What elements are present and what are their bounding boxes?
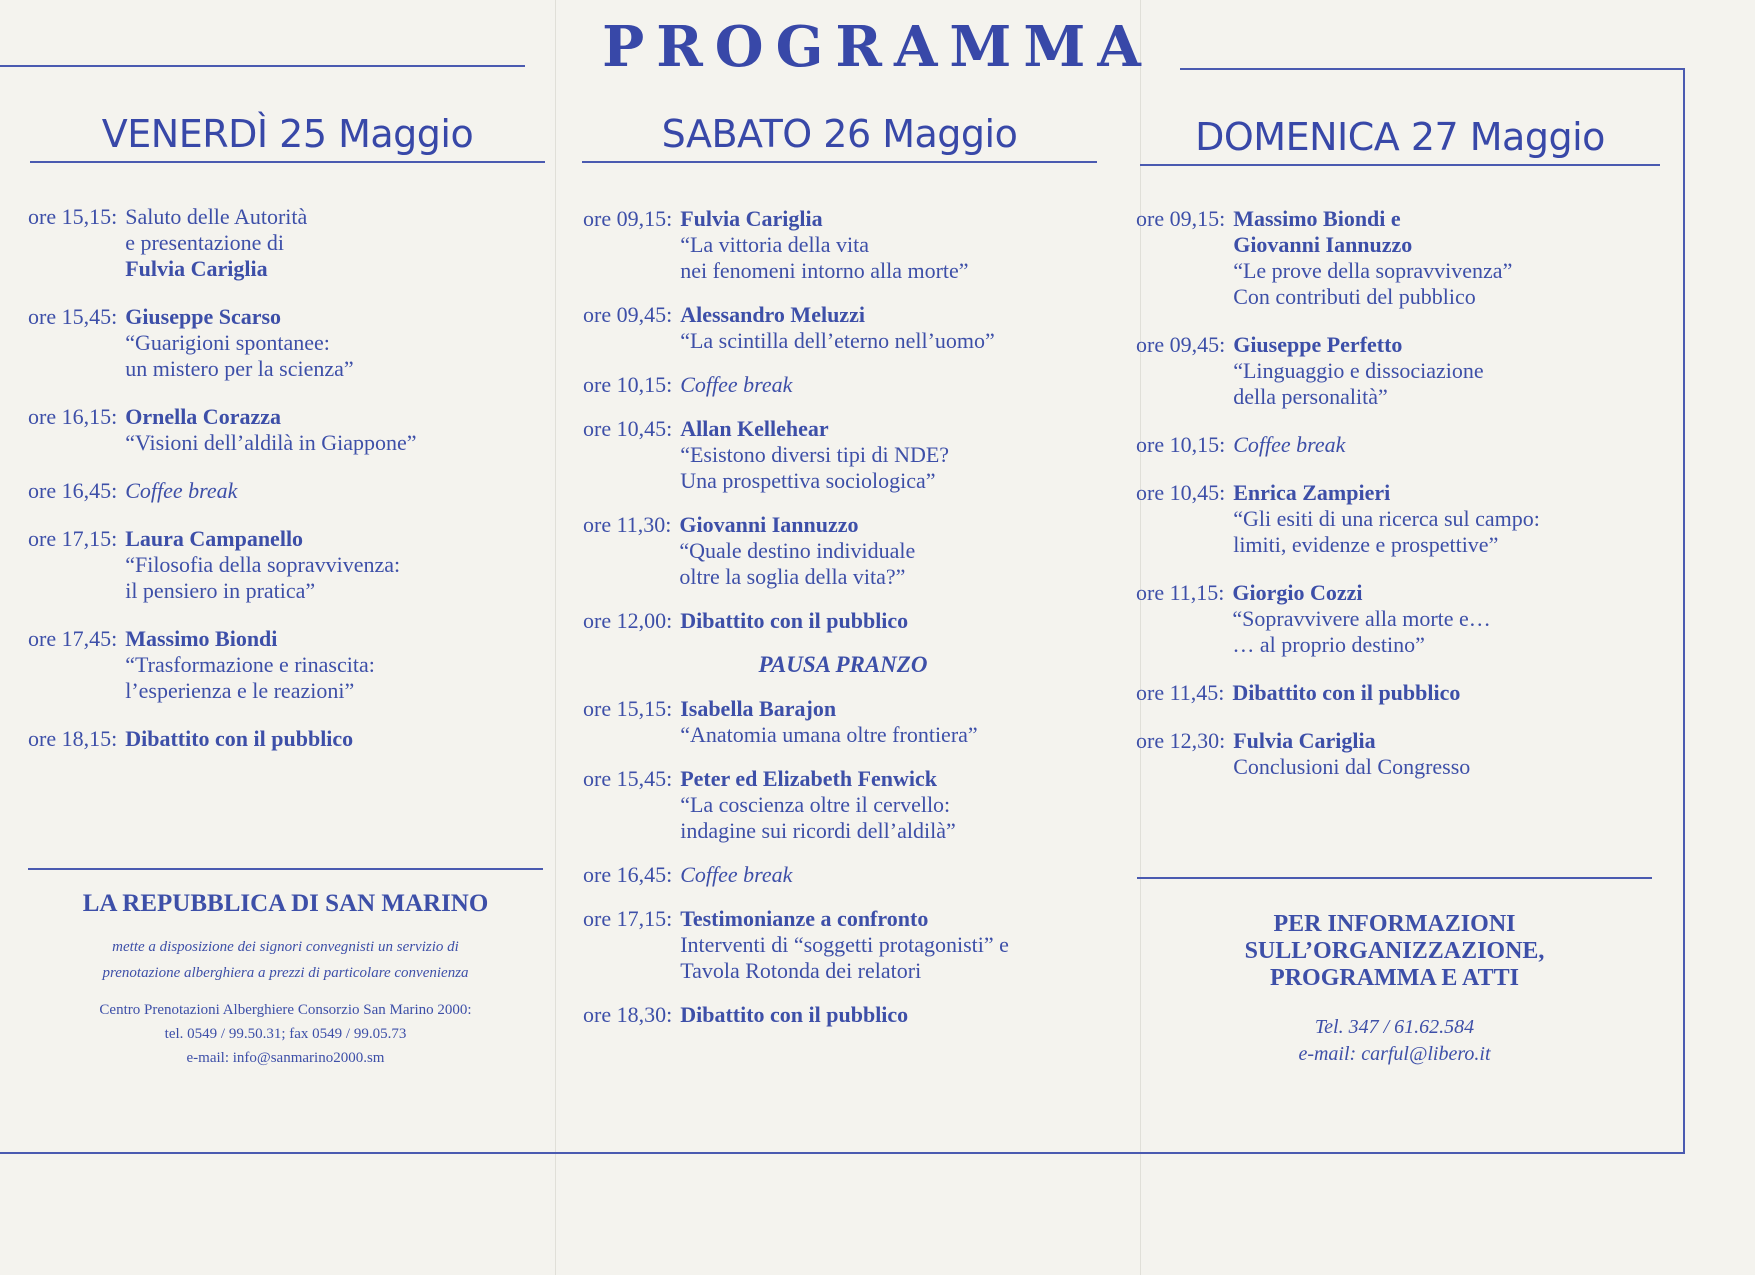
talk-text: “Esistono diversi tipi di NDE? <box>680 442 950 467</box>
talk-text: Con contributi del pubblico <box>1233 284 1476 309</box>
schedule-entry <box>583 206 1103 284</box>
speaker-name: Giovanni Iannuzzo <box>679 512 859 537</box>
san-marino-text: prenotazione alberghiera a prezzi di particolare convenienza <box>102 965 469 981</box>
box-divider <box>1137 877 1652 879</box>
speaker-name: Dibattito con il pubblico <box>680 608 909 633</box>
schedule-entry <box>583 608 1103 634</box>
fold-line <box>555 0 556 1275</box>
day-heading-friday: VENERDÌ 25 Maggio <box>101 112 474 156</box>
speaker-name: Dibattito con il pubblico <box>1232 680 1461 705</box>
booking-center: Centro Prenotazioni Alberghiere Consorzio San Marino 2000: <box>99 1002 472 1018</box>
speaker-name: Enrica Zampieri <box>1233 480 1391 505</box>
entry-time: ore 16,15: <box>28 404 118 429</box>
entry-details <box>1233 206 1666 310</box>
talk-text: “Visioni dell’aldilà in Giappone” <box>125 430 417 455</box>
talk-text: Tavola Rotonda dei relatori <box>680 958 922 983</box>
schedule-entry <box>583 416 1103 494</box>
frame-top-right <box>1180 68 1685 70</box>
booking-email: e-mail: info@sanmarino2000.sm <box>186 1050 385 1066</box>
san-marino-box <box>28 890 543 1070</box>
talk-text: “Filosofia della sopravvivenza: <box>125 552 401 577</box>
talk-text: “Linguaggio e dissociazione <box>1233 358 1484 383</box>
talk-text: indagine sui ricordi dell’aldilà” <box>680 818 956 843</box>
entry-details <box>680 862 1103 888</box>
entry-time: ore 11,45: <box>1136 680 1225 705</box>
schedule-entry <box>28 526 543 604</box>
entry-details <box>680 766 1103 844</box>
speaker-name: Giorgio Cozzi <box>1232 580 1363 605</box>
entry-time: ore 09,15: <box>583 206 673 231</box>
talk-text: “Sopravvivere alla morte e… <box>1232 606 1491 631</box>
entry-time: ore 10,45: <box>583 416 673 441</box>
speaker-name: Giuseppe Perfetto <box>1233 332 1403 357</box>
talk-text: “Le prove della sopravvivenza” <box>1233 258 1513 283</box>
schedule-entry <box>28 726 543 752</box>
talk-text: l’esperienza e le reazioni” <box>125 678 355 703</box>
talk-text: “Anatomia umana oltre frontiera” <box>680 722 978 747</box>
talk-text: un mistero per la scienza” <box>125 356 354 381</box>
entry-details <box>125 526 543 604</box>
talk-text: Interventi di “soggetti protagonisti” e <box>680 932 1009 957</box>
frame-right <box>1683 68 1685 1153</box>
speaker-name: Testimonianze a confronto <box>680 906 929 931</box>
speaker-name: Allan Kellehear <box>680 416 829 441</box>
talk-text: Saluto delle Autorità <box>125 204 308 229</box>
speaker-name: Fulvia Cariglia <box>125 256 268 281</box>
day-heading-saturday: SABATO 26 Maggio <box>661 112 1018 156</box>
schedule-entry <box>28 478 543 504</box>
speaker-name: Massimo Biondi <box>125 626 278 651</box>
speaker-name: Alessandro Meluzzi <box>680 302 865 327</box>
schedule-entry <box>1136 432 1666 458</box>
talk-text: “La scintilla dell’eterno nell’uomo” <box>680 328 995 353</box>
schedule-entry <box>1136 332 1666 410</box>
info-email: e-mail: carful@libero.it <box>1298 1043 1491 1065</box>
entry-time: ore 17,45: <box>28 626 118 651</box>
entry-time: ore 16,45: <box>583 862 673 887</box>
schedule-entry <box>583 372 1103 398</box>
box-divider <box>28 868 543 870</box>
schedule-entry <box>28 304 543 382</box>
schedule-entry <box>28 204 543 282</box>
day-heading-sunday: DOMENICA 27 Maggio <box>1195 115 1605 159</box>
talk-text: limiti, evidenze e prospettive” <box>1233 532 1499 557</box>
schedule-entry <box>1136 580 1666 658</box>
entry-details <box>680 416 1103 494</box>
entry-time: ore 17,15: <box>583 906 673 931</box>
entry-details <box>125 478 543 504</box>
san-marino-title: LA REPUBBLICA DI SAN MARINO <box>82 890 489 917</box>
schedule-entry <box>1136 480 1666 558</box>
friday-schedule <box>28 204 543 774</box>
entry-time: ore 09,45: <box>1136 332 1226 357</box>
entry-time: ore 10,15: <box>583 372 673 397</box>
speaker-name: Peter ed Elizabeth Fenwick <box>680 766 938 791</box>
entry-time: ore 12,00: <box>583 608 673 633</box>
entry-time: ore 11,30: <box>583 512 672 537</box>
frame-bottom <box>0 1152 1685 1154</box>
entry-details <box>125 726 543 752</box>
schedule-entry <box>583 512 1103 590</box>
sunday-schedule <box>1136 206 1666 802</box>
entry-details <box>679 512 1103 590</box>
talk-text: “Quale destino individuale <box>679 538 916 563</box>
entry-details <box>1232 680 1666 706</box>
entry-details <box>680 1002 1103 1028</box>
talk-text: “La coscienza oltre il cervello: <box>680 792 951 817</box>
talk-text: “Gli esiti di una ricerca sul campo: <box>1233 506 1540 531</box>
speaker-name: Giovanni Iannuzzo <box>1233 232 1413 257</box>
speaker-name: Giuseppe Scarso <box>125 304 282 329</box>
entry-details <box>680 906 1103 984</box>
entry-details <box>680 372 1103 398</box>
schedule-entry <box>28 626 543 704</box>
talk-text: oltre la soglia della vita?” <box>679 564 906 589</box>
schedule-entry <box>583 696 1103 748</box>
talk-text: della personalità” <box>1233 384 1388 409</box>
page-title: PROGRAMMA <box>602 14 1153 80</box>
booking-phone: tel. 0549 / 99.50.31; fax 0549 / 99.05.73 <box>164 1026 407 1042</box>
entry-details <box>125 626 543 704</box>
break-label: Coffee break <box>680 862 793 887</box>
entry-details <box>1233 480 1666 558</box>
schedule-entry <box>583 862 1103 888</box>
break-label: Coffee break <box>125 478 238 503</box>
entry-time: ore 10,45: <box>1136 480 1226 505</box>
speaker-name: Laura Campanello <box>125 526 304 551</box>
talk-text: … al proprio destino” <box>1232 632 1425 657</box>
entry-details <box>1233 332 1666 410</box>
entry-time: ore 12,30: <box>1136 728 1226 753</box>
break-label: Coffee break <box>1233 432 1346 457</box>
entry-time: ore 18,30: <box>583 1002 673 1027</box>
schedule-entry <box>1136 728 1666 780</box>
saturday-schedule <box>583 206 1103 1046</box>
speaker-name: Isabella Barajon <box>680 696 837 721</box>
entry-time: ore 11,15: <box>1136 580 1225 605</box>
entry-time: ore 10,15: <box>1136 432 1226 457</box>
entry-details <box>125 404 543 456</box>
entry-details <box>1233 728 1666 780</box>
entry-details <box>1233 432 1666 458</box>
entry-time: ore 16,45: <box>28 478 118 503</box>
entry-time: ore 15,15: <box>583 696 673 721</box>
entry-time: ore 18,15: <box>28 726 118 751</box>
entry-time: ore 09,15: <box>1136 206 1226 231</box>
schedule-entry <box>28 404 543 456</box>
entry-details <box>680 608 1103 634</box>
talk-text: “La vittoria della vita <box>680 232 869 257</box>
speaker-name: Dibattito con il pubblico <box>125 726 354 751</box>
entry-details <box>125 304 543 382</box>
entry-details <box>1232 580 1666 658</box>
entry-time: ore 15,45: <box>28 304 118 329</box>
speaker-name: Ornella Corazza <box>125 404 281 429</box>
talk-text: “Trasformazione e rinascita: <box>125 652 375 677</box>
entry-time: ore 15,45: <box>583 766 673 791</box>
talk-text: Conclusioni dal Congresso <box>1233 754 1471 779</box>
info-title: PROGRAMMA E ATTI <box>1270 965 1519 991</box>
break-label: Coffee break <box>680 372 793 397</box>
entry-details <box>680 302 1103 354</box>
talk-text: e presentazione di <box>125 230 285 255</box>
schedule-entry <box>583 766 1103 844</box>
speaker-name: Massimo Biondi e <box>1233 206 1401 231</box>
entry-time: ore 09,45: <box>583 302 673 327</box>
speaker-name: Fulvia Cariglia <box>680 206 823 231</box>
schedule-entry <box>583 906 1103 984</box>
info-phone: Tel. 347 / 61.62.584 <box>1314 1016 1475 1038</box>
entry-details <box>680 206 1103 284</box>
info-box <box>1137 911 1652 1068</box>
info-title: SULL’ORGANIZZAZIONE, <box>1244 938 1545 964</box>
lunch-break-heading: PAUSA PRANZO <box>758 652 928 677</box>
heading-underline <box>582 161 1097 163</box>
entry-time: ore 15,15: <box>28 204 118 229</box>
speaker-name: Dibattito con il pubblico <box>680 1002 909 1027</box>
talk-text: “Guarigioni spontanee: <box>125 330 330 355</box>
entry-details <box>680 696 1103 748</box>
schedule-entry <box>583 1002 1103 1028</box>
heading-underline <box>1140 164 1660 166</box>
info-title: PER INFORMAZIONI <box>1273 911 1516 937</box>
entry-time: ore 17,15: <box>28 526 118 551</box>
schedule-entry <box>1136 206 1666 310</box>
schedule-entry <box>1136 680 1666 706</box>
heading-underline <box>30 161 545 163</box>
frame-top-left <box>0 65 525 67</box>
san-marino-text: mette a disposizione dei signori convegnisti un servizio di <box>112 939 459 955</box>
talk-text: Una prospettiva sociologica” <box>680 468 936 493</box>
schedule-entry <box>583 302 1103 354</box>
talk-text: nei fenomeni intorno alla morte” <box>680 258 969 283</box>
entry-details <box>125 204 543 282</box>
talk-text: il pensiero in pratica” <box>125 578 316 603</box>
speaker-name: Fulvia Cariglia <box>1233 728 1376 753</box>
